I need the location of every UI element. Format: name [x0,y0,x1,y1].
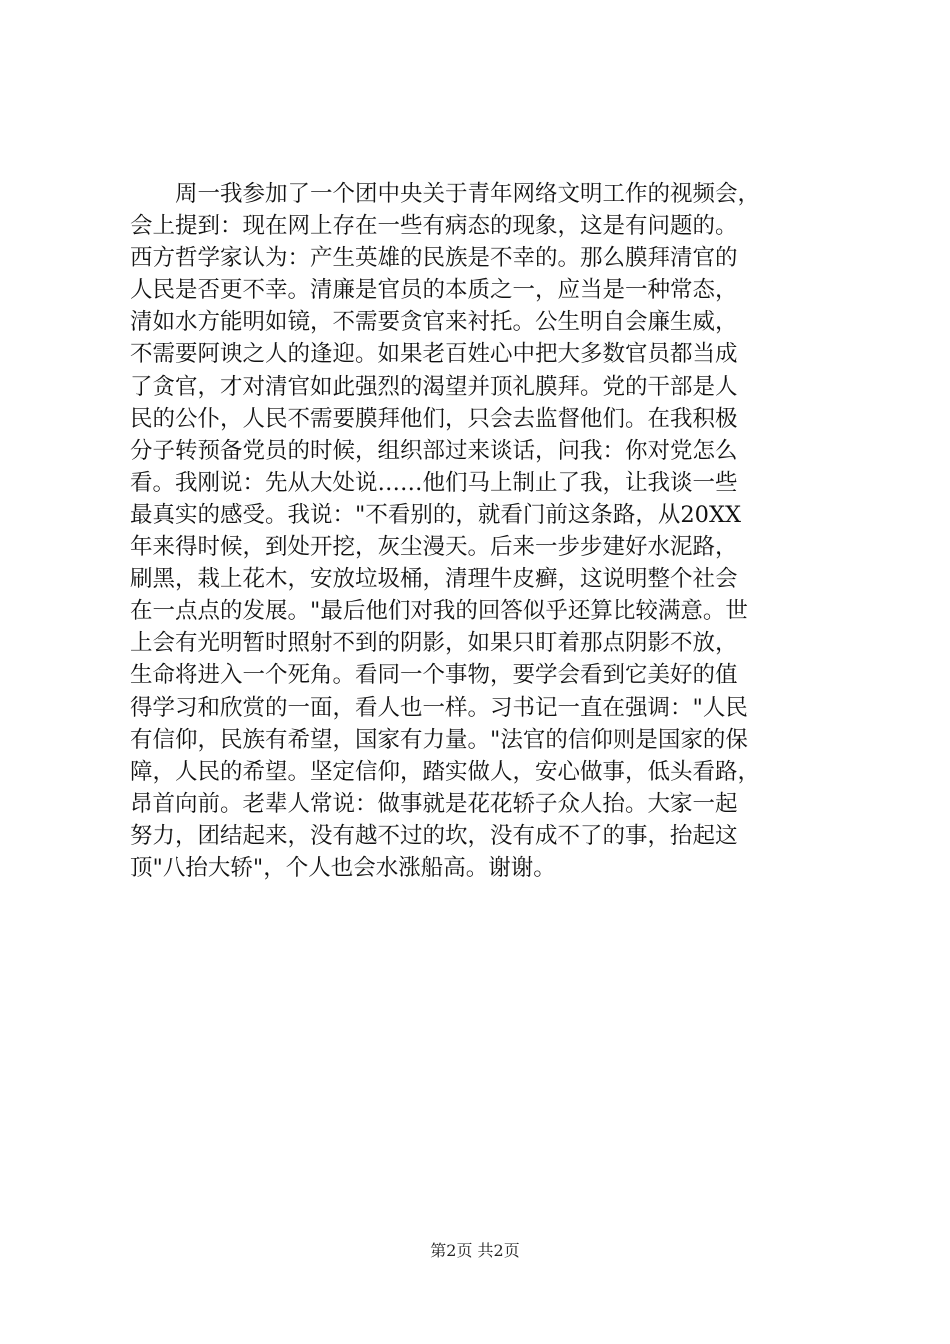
text-line: 年来得时候，到处开挖，灰尘漫天。后来一步步建好水泥路， [130,534,738,561]
text-line: 顶"八抬大轿"，个人也会水涨船高。谢谢。 [130,854,556,881]
page-footer [0,1241,950,1261]
text-line: 努力，团结起来，没有越不过的坎，没有成不了的事，抬起这 [130,822,738,849]
text-line: 人民是否更不幸。清廉是官员的本质之一，应当是一种常态， [130,277,738,304]
text-line: 看。我刚说：先从大处说……他们马上制止了我，让我谈一些 [130,469,738,496]
text-line: 不需要阿谀之人的逢迎。如果老百姓心中把大多数官员都当成 [130,341,738,368]
text-line: 民的公仆，人民不需要膜拜他们，只会去监督他们。在我积极 [130,405,738,432]
text-line: 清如水方能明如镜，不需要贪官来衬托。公生明自会廉生威， [130,309,738,336]
body-paragraph [130,178,830,884]
text-line: 会上提到：现在网上存在一些有病态的现象，这是有问题的。 [130,213,738,240]
text-line: 上会有光明暂时照射不到的阴影，如果只盯着那点阴影不放， [130,630,738,657]
text-line: 障，人民的希望。坚定信仰，踏实做人，安心做事，低头看路， [130,758,761,785]
text-line: 分子转预备党员的时候，组织部过来谈话，问我：你对党怎么 [130,437,738,464]
text-line: 最真实的感受。我说："不看别的，就看门前这条路，从20XX [130,501,742,528]
page-number-label: 第2页 共2页 [430,1241,520,1260]
text-line: 刷黑，栽上花木，安放垃圾桶，清理牛皮癣，这说明整个社会 [130,566,738,593]
text-line: 得学习和欣赏的一面，看人也一样。习书记一直在强调："人民 [130,694,748,721]
text-line: 了贪官，才对清官如此强烈的渴望并顶礼膜拜。党的干部是人 [130,373,738,400]
text-line: 西方哲学家认为：产生英雄的民族是不幸的。那么膜拜清官的 [130,245,738,272]
text-line: 生命将进入一个死角。看同一个事物，要学会看到它美好的值 [130,662,738,689]
text-line: 周一我参加了一个团中央关于青年网络文明工作的视频会， [175,181,761,207]
text-line: 在一点点的发展。"最后他们对我的回答似乎还算比较满意。世 [130,598,748,625]
text-line: 有信仰，民族有希望，国家有力量。"法官的信仰则是国家的保 [130,726,748,753]
text-line: 昂首向前。老辈人常说：做事就是花花轿子众人抬。大家一起 [130,790,738,817]
